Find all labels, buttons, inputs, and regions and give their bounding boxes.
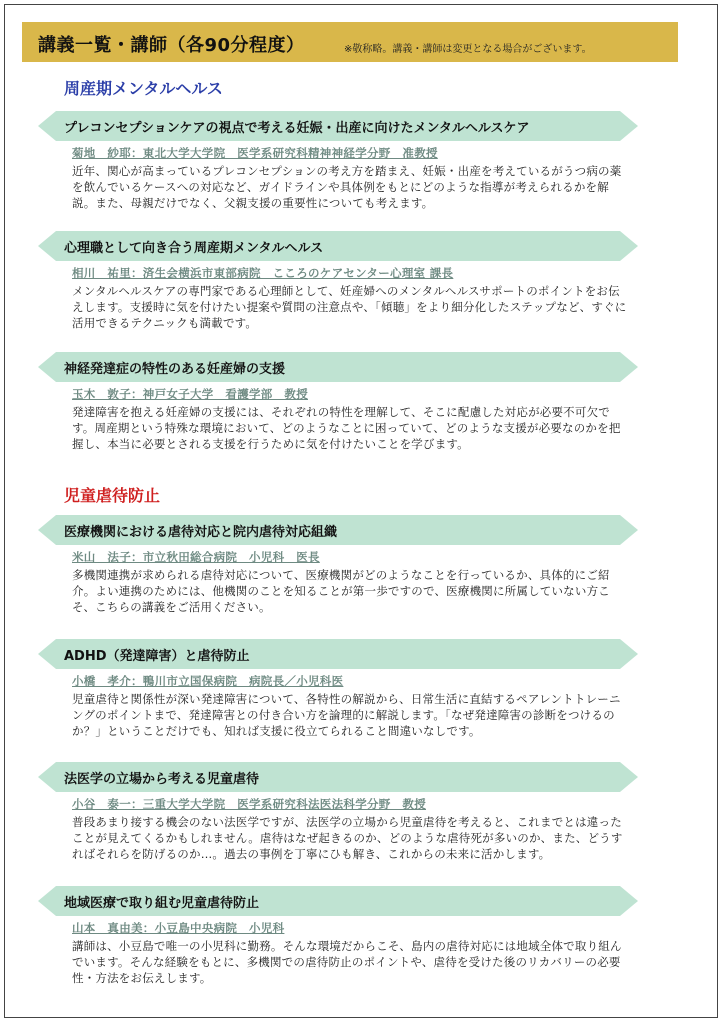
lecture-title: 神経発達症の特性のある妊産婦の支援 [64,362,286,377]
lecturer-name: 菊地 紗耶：東北大学大学院 医学系研究科精神神経学分野 准教授 [72,146,438,160]
lecture-description: 近年、関心が高まっているプレコンセプションの考え方を踏まえ、妊娠・出産を考えているがうつ病の薬を飲んでいるケースへの対応など、ガイドラインや具体例をもとにどのような指導が考えられるかを解説。また、母親だけでなく、父親支援の重要性についても考えます。 [72,164,622,210]
lecture-banner [38,231,638,261]
lecture-title: プレコンセプションケアの視点で考える妊娠・出産に向けたメンタルヘルスケア [64,121,530,136]
lecture-description: 講師は、小豆島で唯一の小児科に勤務。そんな環境だからこそ、島内の虐待対応には地域全体で取り組んでいます。そんな経験をもとに、多機関での虐待防止のポイントや、虐待を受けた後のリカバリーの必要性・方法をお伝えします。 [72,939,622,985]
lecture-banner [38,515,638,545]
lecture-description: メンタルヘルスケアの専門家である心理師として、妊産婦へのメンタルヘルスサポートのポイントをお伝えします。支援時に気を付けたい提案や質問の注意点や、「傾聴」をより細分化したステップなど、すぐに活用できるテクニックも満載です。 [72,284,627,330]
lecturer-name: 米山 法子：市立秋田総合病院 小児科 医長 [72,550,320,564]
header-note: ※敬称略。講義・講師は変更となる場合がございます。 [344,44,592,55]
lecture-description: 普段あまり接する機会のない法医学ですが、法医学の立場から児童虐待を考えると、これまでとは違ったことが見えてくるかもしれません。虐待はなぜ起きるのか、どのような虐待死が多いのか、また、どうすればそれらを防げるのか…。過去の事例を丁寧にひも解き、これからの未来に活かします。 [72,815,623,861]
lecture-description: 発達障害を抱える妊産婦の支援には、それぞれの特性を理解して、そこに配慮した対応が必要不可欠です。周産期という特殊な環境において、どのようなことに困っていて、どのような支援が必要なのかを把握し、本当に必要とされる支援を行うために気を付けたいことを学びます。 [72,405,621,451]
lecture-banner [38,639,638,669]
lecture-title: 地域医療で取り組む児童虐待防止 [64,896,260,911]
lecture-description: 多機関連携が求められる虐待対応について、医療機関がどのようなことを行っているか、具体的にご紹介。よい連携のためには、他機関のことを知ることが第一歩ですので、医療機関に所属していない方こそ、こちらの講義をご活用ください。 [72,568,610,614]
lecture-title: 心理職として向き合う周産期メンタルヘルス [64,241,324,256]
header-bar [22,22,678,62]
lecturer-name: 小谷 泰一：三重大学大学院 医学系研究科法医法科学分野 教授 [72,797,426,811]
section-title-perinatal: 周産期メンタルヘルス [64,79,223,98]
page-title: 講義一覧・講師（各90分程度） [38,35,305,56]
lecture-banner [38,352,638,382]
lecture-banner [38,886,638,916]
lecture-title: ADHD（発達障害）と虐待防止 [64,649,250,664]
lecture-banner [38,111,638,141]
lecture-banner [38,762,638,792]
lecturer-name: 玉木 敦子：神戸女子大学 看護学部 教授 [72,387,308,401]
lecture-description: 児童虐待と関係性が深い発達障害について、各特性の解説から、日常生活に直結するペアレントトレーニングのポイントまで、発達障害との付き合い方を論理的に解説します。「なぜ発達障害の診断をつけるのか？」ということだけでも、知れば支援に役立てられること間違いなしです。 [72,692,621,738]
lecture-title: 法医学の立場から考える児童虐待 [64,772,260,787]
lecturer-name: 相川 祐里：済生会横浜市東部病院 こころのケアセンター心理室 課長 [72,266,454,280]
section-title-child-abuse: 児童虐待防止 [64,486,161,505]
lecture-title: 医療機関における虐待対応と院内虐待対応組織 [64,525,338,540]
lecturer-name: 小橋 孝介：鴨川市立国保病院 病院長／小児科医 [72,674,344,688]
lecturer-name: 山本 真由美：小豆島中央病院 小児科 [72,921,285,935]
